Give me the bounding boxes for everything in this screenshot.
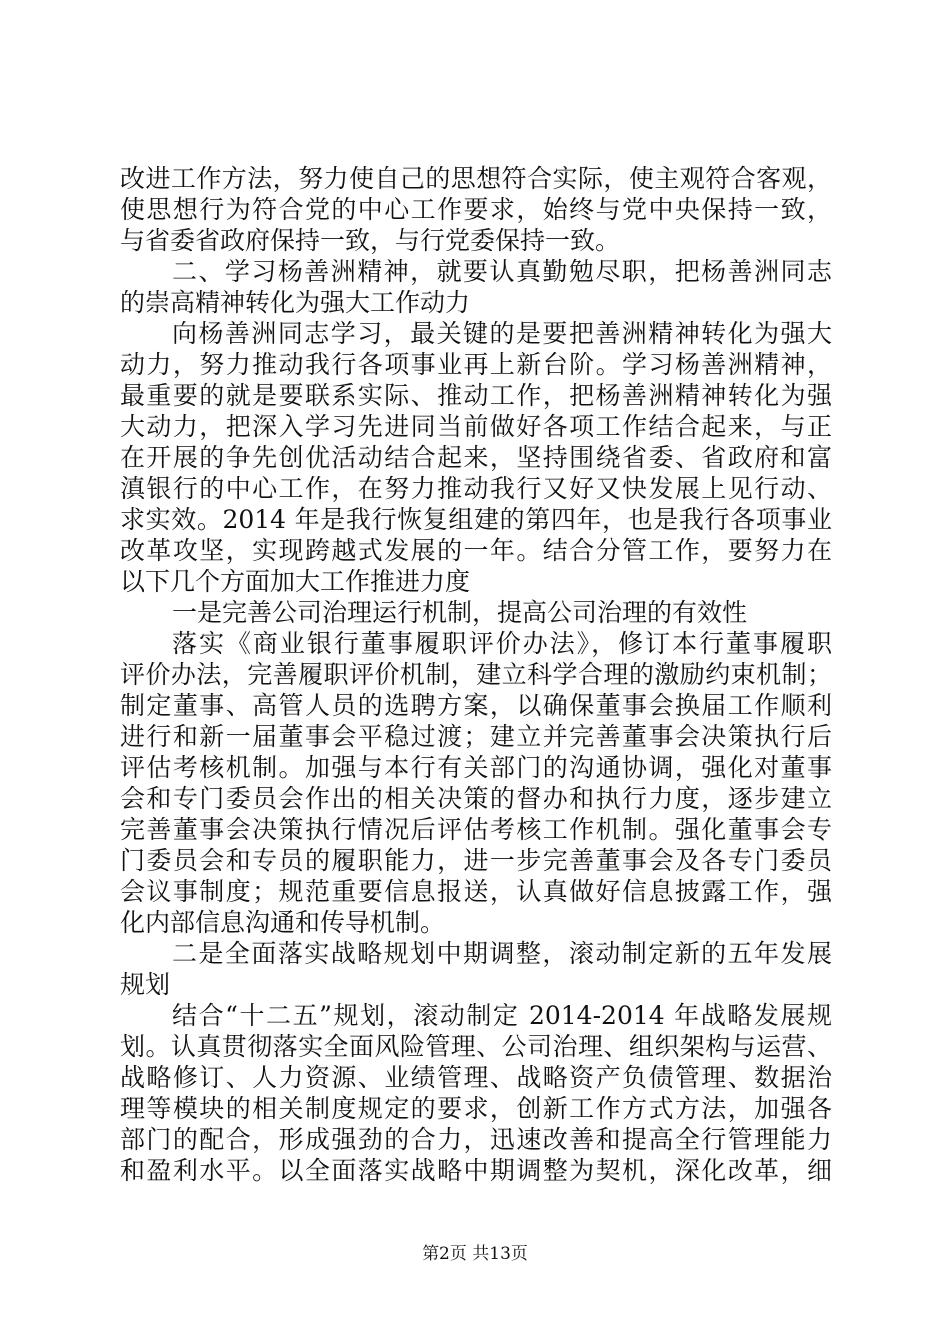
text-line: 门委员会和专员的履职能力，进一步完善董事会及各专门委员 xyxy=(120,846,832,875)
text-line: 理等模块的相关制度规定的要求，创新工作方式方法，加强各 xyxy=(120,1094,832,1123)
text-line: 战略修订、人力资源、业绩管理、战略资产负债管理、数据治 xyxy=(120,1063,832,1092)
text-line: 向杨善洲同志学习，最关键的是要把善洲精神转化为强大 xyxy=(172,319,832,348)
text-line: 化内部信息沟通和传导机制。 xyxy=(120,908,446,937)
text-line: 结合“十二五”规划，滚动制定 2014-2014 年战略发展规 xyxy=(172,1001,832,1030)
text-line: 改革攻坚，实现跨越式发展的一年。结合分管工作，要努力在 xyxy=(120,536,832,565)
text-line: 制定董事、高管人员的选聘方案，以确保董事会换届工作顺利 xyxy=(120,691,832,720)
text-line: 使思想行为符合党的中心工作要求，始终与党中央保持一致， xyxy=(120,195,832,224)
text-line: 一是完善公司治理运行机制，提高公司治理的有效性 xyxy=(172,598,748,627)
text-line: 二是全面落实战略规划中期调整，滚动制定新的五年发展 xyxy=(172,939,832,968)
text-line: 以下几个方面加大工作推进力度 xyxy=(120,567,471,596)
document-body xyxy=(120,163,832,1186)
text-line: 和盈利水平。以全面落实战略中期调整为契机，深化改革，细 xyxy=(120,1156,832,1185)
text-line: 会议事制度；规范重要信息报送，认真做好信息披露工作，强 xyxy=(120,877,832,906)
text-line: 部门的配合，形成强劲的合力，迅速改善和提高全行管理能力 xyxy=(120,1125,832,1154)
text-line: 改进工作方法，努力使自己的思想符合实际，使主观符合客观， xyxy=(120,164,832,193)
text-line: 动力，努力推动我行各项事业再上新台阶。学习杨善洲精神， xyxy=(120,350,832,379)
text-line: 滇银行的中心工作，在努力推动我行又好又快发展上见行动、 xyxy=(120,474,832,503)
text-line: 二、学习杨善洲精神，就要认真勤勉尽职，把杨善洲同志 xyxy=(172,257,832,286)
text-line: 完善董事会决策执行情况后评估考核工作机制。强化董事会专 xyxy=(120,815,832,844)
text-line: 评价办法，完善履职评价机制，建立科学合理的激励约束机制； xyxy=(120,660,832,689)
text-line: 的崇高精神转化为强大工作动力 xyxy=(120,288,471,317)
text-line: 落实《商业银行董事履职评价办法》，修订本行董事履职 xyxy=(172,629,832,658)
text-line: 会和专门委员会作出的相关决策的督办和执行力度，逐步建立 xyxy=(120,784,832,813)
text-line: 规划 xyxy=(120,970,171,999)
text-line: 与省委省政府保持一致，与行党委保持一致。 xyxy=(120,226,621,255)
text-line: 在开展的争先创优活动结合起来，坚持围绕省委、省政府和富 xyxy=(120,443,832,472)
text-line: 划。认真贯彻落实全面风险管理、公司治理、组织架构与运营、 xyxy=(120,1032,832,1061)
text-line: 求实效。2014 年是我行恢复组建的第四年，也是我行各项事业 xyxy=(120,505,832,534)
text-line: 大动力，把深入学习先进同当前做好各项工作结合起来，与正 xyxy=(120,412,832,441)
page-footer: 第2页 共13页 xyxy=(422,1244,528,1264)
text-line: 最重要的就是要联系实际、推动工作，把杨善洲精神转化为强 xyxy=(120,381,832,410)
text-line: 进行和新一届董事会平稳过渡；建立并完善董事会决策执行后 xyxy=(120,722,832,751)
text-line: 评估考核机制。加强与本行有关部门的沟通协调，强化对董事 xyxy=(120,753,832,782)
